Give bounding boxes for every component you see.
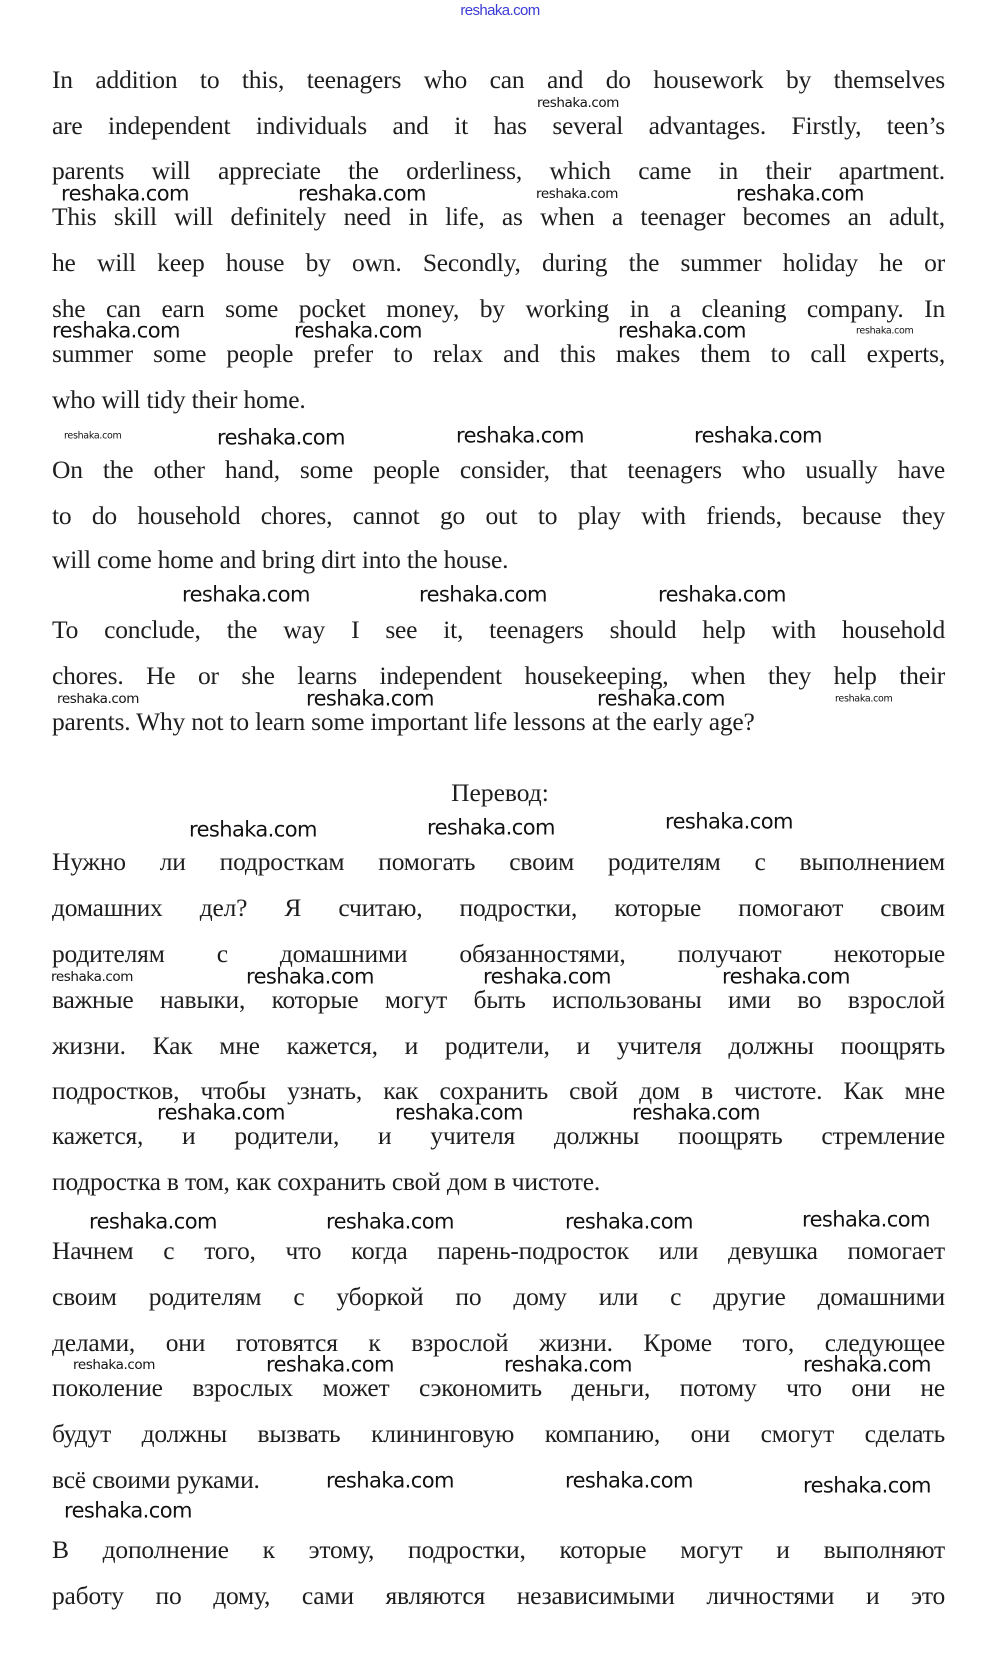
text-line: подростка в том, как сохранить свой дом в чистоте.: [52, 1167, 601, 1196]
text-line: Начнем с того, что когда парень-подросток или девушка помогает: [52, 1236, 945, 1265]
watermark-text: reshaka.com: [326, 1209, 454, 1234]
watermark-text: reshaka.com: [52, 318, 180, 343]
translation-heading: Перевод:: [451, 778, 549, 807]
text-line: This skill will definitely need in life, as when a teenager becomes an adult,: [52, 202, 945, 231]
text-line: To conclude, the way I see it, teenagers should help with household: [52, 615, 945, 644]
text-line: parents will appreciate the orderliness, which came in their apartment.: [52, 156, 945, 185]
watermark-text: reshaka.com: [57, 691, 139, 707]
watermark-text: reshaka.com: [395, 1100, 523, 1125]
watermark-text: reshaka.com: [182, 582, 310, 607]
text-line: домашних дел? Я считаю, подростки, которые помогают своим: [52, 893, 945, 922]
watermark-text: reshaka.com: [89, 1209, 217, 1234]
text-line: поколение взрослых может сэкономить деньги, потому что они не: [52, 1373, 945, 1402]
text-line: жизни. Как мне кажется, и родители, и учителя должны поощрять: [52, 1031, 945, 1060]
watermark-text: reshaka.com: [298, 181, 426, 206]
text-line: своим родителям с уборкой по дому или с другие домашними: [52, 1282, 945, 1311]
text-line: parents. Why not to learn some important life lessons at the early age?: [52, 707, 755, 736]
text-line: On the other hand, some people consider, that teenagers who usually have: [52, 455, 945, 484]
watermark-text: reshaka.com: [722, 964, 850, 989]
watermark-text: reshaka.com: [64, 430, 122, 442]
text-line: родителям с домашними обязанностями, получают некоторые: [52, 939, 945, 968]
text-line: chores. He or she learns independent housekeeping, when they help their: [52, 661, 945, 690]
watermark-text: reshaka.com: [802, 1207, 930, 1232]
watermark-text: reshaka.com: [803, 1352, 931, 1377]
text-line: будут должны вызвать клининговую компанию, они смогут сделать: [52, 1419, 945, 1448]
watermark-text: reshaka.com: [294, 318, 422, 343]
text-line: he will keep house by own. Secondly, during the summer holiday he or: [52, 248, 945, 277]
watermark-text: reshaka.com: [618, 318, 746, 343]
watermark-text: reshaka.com: [266, 1352, 394, 1377]
watermark-text: reshaka.com: [632, 1100, 760, 1125]
text-line: работу по дому, сами являются независимыми личностями и это: [52, 1581, 945, 1610]
text-line: to do household chores, cannot go out to play with friends, because they: [52, 501, 945, 530]
watermark-text: reshaka.com: [189, 817, 317, 842]
watermark-text: reshaka.com: [483, 964, 611, 989]
site-header-link[interactable]: reshaka.com: [460, 2, 540, 19]
watermark-text: reshaka.com: [306, 686, 434, 711]
watermark-text: reshaka.com: [64, 1498, 192, 1523]
watermark-text: reshaka.com: [835, 693, 893, 705]
text-line: кажется, и родители, и учителя должны поощрять стремление: [52, 1121, 945, 1150]
watermark-text: reshaka.com: [504, 1352, 632, 1377]
watermark-text: reshaka.com: [217, 425, 345, 450]
watermark-text: reshaka.com: [565, 1468, 693, 1493]
text-line: who will tidy their home.: [52, 385, 306, 414]
watermark-text: reshaka.com: [456, 423, 584, 448]
watermark-text: reshaka.com: [419, 582, 547, 607]
watermark-text: reshaka.com: [565, 1209, 693, 1234]
watermark-text: reshaka.com: [856, 325, 914, 337]
watermark-text: reshaka.com: [427, 815, 555, 840]
text-line: summer some people prefer to relax and this makes them to call experts,: [52, 339, 945, 368]
watermark-text: reshaka.com: [803, 1473, 931, 1498]
watermark-text: reshaka.com: [61, 181, 189, 206]
text-line: подростков, чтобы узнать, как сохранить свой дом в чистоте. Как мне: [52, 1076, 945, 1105]
text-line: she can earn some pocket money, by working in a cleaning company. In: [52, 294, 945, 323]
watermark-text: reshaka.com: [51, 969, 133, 985]
text-line: In addition to this, teenagers who can and do housework by themselves: [52, 65, 945, 94]
text-line: делами, они готовятся к взрослой жизни. Кроме того, следующее: [52, 1328, 945, 1357]
watermark-text: reshaka.com: [73, 1357, 155, 1373]
watermark-text: reshaka.com: [665, 809, 793, 834]
watermark-text: reshaka.com: [536, 186, 618, 202]
watermark-text: reshaka.com: [694, 423, 822, 448]
text-line: Нужно ли подросткам помогать своим родителям с выполнением: [52, 847, 945, 876]
watermark-text: reshaka.com: [597, 686, 725, 711]
watermark-text: reshaka.com: [658, 582, 786, 607]
text-line: важные навыки, которые могут быть использованы ими во взрослой: [52, 985, 945, 1014]
watermark-text: reshaka.com: [246, 964, 374, 989]
text-line: всё своими руками.: [52, 1465, 260, 1494]
watermark-text: reshaka.com: [736, 181, 864, 206]
text-line: will come home and bring dirt into the house.: [52, 545, 509, 574]
watermark-text: reshaka.com: [326, 1468, 454, 1493]
text-line: are independent individuals and it has several advantages. Firstly, teen’s: [52, 111, 945, 140]
text-line: В дополнение к этому, подростки, которые могут и выполняют: [52, 1535, 945, 1564]
watermark-text: reshaka.com: [537, 95, 619, 111]
watermark-text: reshaka.com: [157, 1100, 285, 1125]
